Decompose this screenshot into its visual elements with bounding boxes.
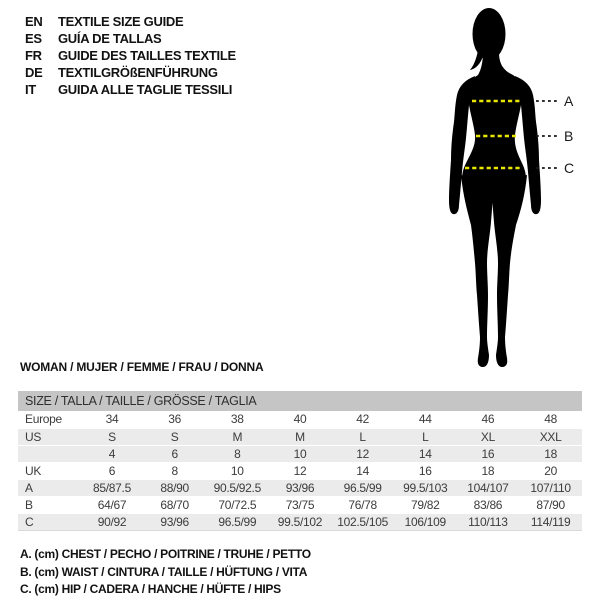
size-cell: L xyxy=(422,429,429,444)
size-cell: 12 xyxy=(293,463,307,478)
size-cell: 64/67 xyxy=(97,497,127,512)
language-code: EN xyxy=(25,14,43,29)
size-table xyxy=(18,391,582,531)
size-cell: 34 xyxy=(105,412,119,427)
size-cell: 70/72.5 xyxy=(218,497,257,512)
size-cell: 42 xyxy=(356,412,369,427)
size-cell: 102.5/105 xyxy=(337,514,388,529)
language-code: IT xyxy=(25,82,36,97)
size-cell: M xyxy=(295,429,305,444)
language-code: DE xyxy=(25,65,43,80)
size-cell: 14 xyxy=(356,463,369,478)
language-title: TEXTILE SIZE GUIDE xyxy=(58,14,184,29)
size-table-header-row xyxy=(18,391,582,411)
woman-silhouette-figure xyxy=(435,0,600,380)
size-cell: 4 xyxy=(108,446,116,461)
size-table-row xyxy=(18,428,582,445)
size-row-label: UK xyxy=(25,463,42,478)
legend-line: C. (cm) HIP / CADERA / HANCHE / HÜFTE / HIPS xyxy=(20,582,281,596)
language-title: GUIDE DES TAILLES TEXTILE xyxy=(58,48,236,63)
size-row-label: B xyxy=(25,497,33,512)
size-cell: 107/110 xyxy=(530,480,571,495)
size-cell: 18 xyxy=(481,463,495,478)
silhouette-left-leg xyxy=(461,175,493,367)
size-cell: 110/113 xyxy=(468,514,508,529)
size-cell: 36 xyxy=(168,412,182,427)
size-cell: 10 xyxy=(230,463,244,478)
size-row-label: A xyxy=(25,480,33,495)
size-cell: 40 xyxy=(293,412,307,427)
size-cell: 16 xyxy=(481,446,495,461)
size-cell: 46 xyxy=(481,412,495,427)
language-row xyxy=(25,64,236,81)
size-cell: 90.5/92.5 xyxy=(213,480,261,495)
size-cell: XXL xyxy=(539,429,562,444)
size-cell: 83/86 xyxy=(473,497,503,512)
size-cell: 8 xyxy=(234,446,241,461)
size-row-label: US xyxy=(25,429,42,444)
size-cell: 93/96 xyxy=(285,480,315,495)
size-cell: 99.5/102 xyxy=(277,514,323,529)
size-table-row xyxy=(18,445,582,462)
language-row xyxy=(25,13,236,30)
size-cell: L xyxy=(359,429,366,444)
size-cell: 16 xyxy=(418,463,432,478)
size-table-row xyxy=(18,496,582,513)
size-table-row xyxy=(18,513,582,530)
size-cell: 14 xyxy=(418,446,432,461)
size-cell: 10 xyxy=(293,446,307,461)
language-code: FR xyxy=(25,48,42,63)
size-table-row xyxy=(18,462,582,479)
marker-letter: B xyxy=(564,128,574,144)
size-cell: S xyxy=(170,429,179,444)
table-title: WOMAN / MUJER / FEMME / FRAU / DONNA xyxy=(20,360,264,374)
size-row-label xyxy=(18,445,81,462)
measurement-legend xyxy=(20,546,311,599)
size-cell: 88/90 xyxy=(160,480,189,495)
language-row xyxy=(25,30,236,47)
language-title: TEXTILGRÖßENFÜHRUNG xyxy=(58,65,218,80)
size-cell: 44 xyxy=(418,412,432,427)
size-cell: 76/78 xyxy=(348,497,377,512)
language-title: GUÍA DE TALLAS xyxy=(58,31,162,46)
size-cell: 8 xyxy=(171,463,178,478)
silhouette-right-leg xyxy=(492,175,527,367)
figure-svg xyxy=(435,0,600,380)
language-code: ES xyxy=(25,31,42,46)
size-row-label: C xyxy=(25,514,34,529)
legend-line: B. (cm) WAIST / CINTURA / TAILLE / HÜFTUNG / VITA xyxy=(20,564,308,579)
size-cell: 93/96 xyxy=(160,514,189,529)
size-cell: 87/90 xyxy=(536,497,565,512)
size-cell: 114/119 xyxy=(530,514,571,529)
size-table-body xyxy=(18,411,582,530)
size-cell: 73/75 xyxy=(285,497,315,512)
size-row-label: Europe xyxy=(25,412,62,427)
size-cell: 96.5/99 xyxy=(218,514,257,529)
size-cell: 104/107 xyxy=(467,480,509,495)
size-cell: M xyxy=(232,429,243,444)
size-cell: 68/70 xyxy=(160,497,189,512)
language-list xyxy=(25,13,236,98)
size-table-row xyxy=(18,479,582,496)
size-table-row xyxy=(18,411,582,428)
size-cell: 90/92 xyxy=(97,514,127,529)
size-cell: 12 xyxy=(356,446,369,461)
size-cell: 96.5/99 xyxy=(343,480,382,495)
size-cell: 48 xyxy=(544,412,557,427)
size-cell: 6 xyxy=(171,446,178,461)
language-title: GUIDA ALLE TAGLIE TESSILI xyxy=(58,82,233,97)
size-cell: 20 xyxy=(544,463,557,478)
size-cell: 38 xyxy=(230,412,244,427)
language-row xyxy=(25,47,236,64)
size-cell: 79/82 xyxy=(411,497,440,512)
size-cell: S xyxy=(108,429,116,444)
size-cell: 85/87.5 xyxy=(93,480,131,495)
legend-line: A. (cm) CHEST / PECHO / POITRINE / TRUHE / PETTO xyxy=(20,547,311,561)
size-cell: 6 xyxy=(108,463,116,478)
marker-letter: A xyxy=(564,93,574,109)
size-cell: 106/109 xyxy=(404,514,446,529)
size-cell: 99.5/103 xyxy=(403,480,448,495)
language-row xyxy=(25,81,236,98)
marker-letter: C xyxy=(564,160,575,176)
size-cell: 18 xyxy=(544,446,557,461)
size-cell: XL xyxy=(480,429,495,444)
size-table-header: SIZE / TALLA / TAILLE / GRÖSSE / TAGLIA xyxy=(18,391,582,411)
